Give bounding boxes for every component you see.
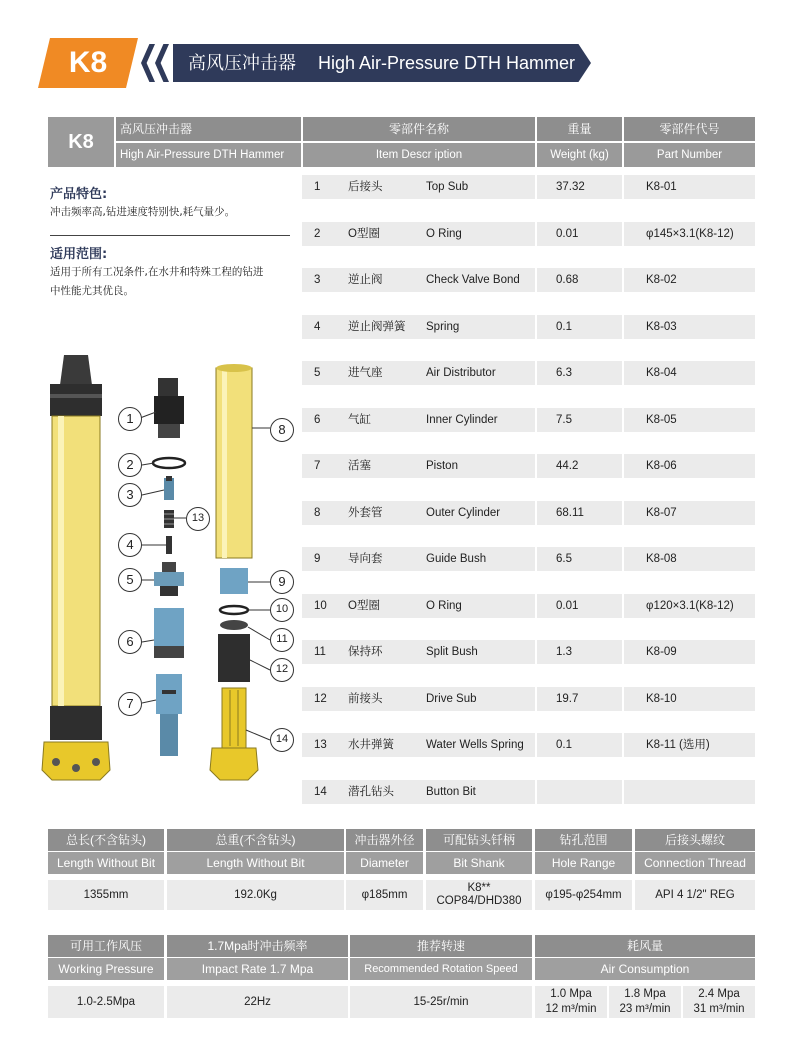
callout-2: 2: [118, 453, 142, 477]
header-desc-cn: 零部件名称: [303, 117, 535, 141]
part-number-index: 8: [314, 507, 321, 519]
spec2-header-en: Air Consumption: [535, 958, 755, 980]
part-code: K8-01: [646, 181, 677, 193]
spec1-value: 1355mm: [48, 880, 164, 910]
column-divider: [622, 361, 624, 385]
air-flow: 31 m³/min: [693, 1003, 745, 1015]
column-divider: [535, 594, 537, 618]
spec1-header-en: Length Without Bit: [48, 852, 164, 874]
part-name-cn: 保持环: [348, 646, 383, 658]
column-divider: [622, 547, 624, 571]
callout-6: 6: [118, 630, 142, 654]
air-pressure: 1.0 Mpa: [550, 988, 592, 1000]
part-name-cn: 外套管: [348, 507, 383, 519]
table-row: [302, 501, 755, 525]
column-divider: [622, 175, 624, 199]
air-consumption-cell: [683, 986, 755, 1018]
part-5-air-distributor: [154, 562, 184, 596]
chevron-icon: [155, 44, 169, 82]
air-flow: 23 m³/min: [619, 1003, 671, 1015]
part-code: K8-09: [646, 646, 677, 658]
part-name-cn: 逆止阀弹簧: [348, 321, 406, 333]
part-4-spring: [166, 536, 172, 554]
spec1-header-en: Diameter: [346, 852, 423, 874]
callout-4: 4: [118, 533, 142, 557]
part-weight: 0.01: [556, 228, 579, 240]
part-name-en: Piston: [426, 460, 458, 472]
part-name-en: Split Bush: [426, 646, 478, 658]
column-divider: [535, 175, 537, 199]
part-2-o-ring: [153, 458, 185, 468]
column-divider: [622, 408, 624, 432]
part-name-cn: 气缸: [348, 414, 371, 426]
column-divider: [535, 501, 537, 525]
part-number-index: 1: [314, 181, 321, 193]
column-divider: [535, 361, 537, 385]
air-pressure: 1.8 Mpa: [624, 988, 666, 1000]
air-pressure: 2.4 Mpa: [698, 988, 740, 1000]
part-13-spring: [164, 510, 174, 528]
part-7-piston: [156, 674, 182, 756]
column-divider: [622, 454, 624, 478]
spec1-header-en: Length Without Bit: [167, 852, 344, 874]
part-name-en: O Ring: [426, 600, 462, 612]
spec2-header-en: Recommended Rotation Speed: [350, 958, 532, 980]
spec1-header-cn: 冲击器外径: [346, 829, 423, 851]
spec1-value: 192.0Kg: [167, 880, 344, 910]
table-row: [302, 640, 755, 664]
part-name-cn: 进气座: [348, 367, 383, 379]
features-title: 产品特色:: [50, 187, 108, 202]
callout-9: 9: [270, 570, 294, 594]
column-divider: [622, 268, 624, 292]
callout-14: 14: [270, 728, 294, 752]
table-row: [302, 547, 755, 571]
column-divider: [535, 780, 537, 804]
part-weight: 37.32: [556, 181, 585, 193]
table-row: [302, 175, 755, 199]
column-divider: [535, 733, 537, 757]
table-row: [302, 687, 755, 711]
part-number-index: 10: [314, 600, 327, 612]
callout-8: 8: [270, 418, 294, 442]
part-code: K8-06: [646, 460, 677, 472]
part-name-en: Water Wells Spring: [426, 739, 524, 751]
spec1-header-cn: 总长(不含钻头): [48, 829, 164, 851]
part-number-index: 4: [314, 321, 321, 333]
part-number-index: 13: [314, 739, 327, 751]
part-weight: 68.11: [556, 507, 584, 519]
scope-text-1: 适用于所有工况条件,在水井和特殊工程的钻进: [50, 266, 264, 278]
table-row: [302, 454, 755, 478]
part-name-en: Guide Bush: [426, 553, 487, 565]
column-divider: [535, 408, 537, 432]
header-desc-en: Item Descr iption: [303, 143, 535, 167]
part-name-en: Outer Cylinder: [426, 507, 501, 519]
header-pn-cn: 零部件代号: [624, 117, 755, 141]
table-row: [302, 268, 755, 292]
part-number-index: 9: [314, 553, 321, 565]
callout-11: 11: [270, 628, 294, 652]
spec1-value: φ185mm: [346, 880, 423, 910]
hammer-exploded-illustration: [30, 350, 300, 790]
air-consumption-cell: [535, 986, 607, 1018]
part-weight: 1.3: [556, 646, 572, 658]
column-divider: [535, 687, 537, 711]
table-row: [302, 408, 755, 432]
spec1-value: API 4 1/2" REG: [635, 880, 755, 910]
part-name-cn: 前接头: [348, 693, 383, 705]
spec1-header-cn: 钻孔范围: [535, 829, 632, 851]
part-name-cn: O型圈: [348, 600, 380, 612]
spec2-header-en: Working Pressure: [48, 958, 164, 980]
part-number-index: 2: [314, 228, 321, 240]
features-text: 冲击频率高,钻进速度特别快,耗气量少。: [50, 206, 236, 218]
spec2-header-cn: 耗风量: [535, 935, 755, 957]
callout-12: 12: [270, 658, 294, 682]
callout-3: 3: [118, 483, 142, 507]
spec1-header-en: Connection Thread: [635, 852, 755, 874]
part-name-en: Button Bit: [426, 786, 476, 798]
divider: [50, 235, 290, 236]
part-code: K8-08: [646, 553, 677, 565]
part-weight: 0.68: [556, 274, 579, 286]
part-9-guide-bush: [220, 568, 248, 594]
column-divider: [622, 640, 624, 664]
table-row: [302, 733, 755, 757]
air-consumption-cell: [609, 986, 681, 1018]
part-name-en: Inner Cylinder: [426, 414, 498, 426]
part-8-outer-cylinder: [216, 364, 252, 558]
bit-shank-line-1: K8**: [467, 882, 491, 894]
column-divider: [535, 315, 537, 339]
part-code: K8-03: [646, 321, 677, 333]
part-code: K8-05: [646, 414, 677, 426]
part-name-en: Spring: [426, 321, 460, 333]
callout-1: 1: [118, 407, 142, 431]
part-6-inner-cylinder: [154, 608, 184, 658]
part-name-cn: 水井弹簧: [348, 739, 394, 751]
part-number-index: 11: [314, 646, 326, 658]
part-name-en: O Ring: [426, 228, 462, 240]
part-weight: 19.7: [556, 693, 579, 705]
spec1-value: [426, 880, 532, 910]
part-1-top-sub: [154, 378, 184, 438]
part-3-check-valve: [164, 476, 174, 500]
scope-title: 适用范围:: [50, 247, 108, 262]
page-title: [188, 44, 597, 82]
part-weight: 0.1: [556, 321, 572, 333]
header-weight-cn: 重量: [537, 117, 622, 141]
part-12-drive-sub: [218, 634, 250, 682]
scope-text-2: 中性能尤其优良。: [50, 285, 134, 297]
spec1-header-cn: 后接头螺纹: [635, 829, 755, 851]
header-name-en: High Air-Pressure DTH Hammer: [116, 143, 301, 167]
chevron-icon: [141, 44, 155, 82]
spec2-value: 22Hz: [167, 986, 348, 1018]
part-name-en: Drive Sub: [426, 693, 477, 705]
title-en: High Air-Pressure DTH Hammer: [318, 53, 576, 73]
part-name-cn: 导向套: [348, 553, 383, 565]
part-code: φ120×3.1(K8-12): [646, 600, 734, 612]
part-10-o-ring: [220, 606, 248, 614]
model-badge-text: K8: [68, 46, 108, 79]
spec2-value: 15-25r/min: [350, 986, 532, 1018]
spec1-header-en: Bit Shank: [426, 852, 532, 874]
column-divider: [622, 501, 624, 525]
part-code: K8-11 (选用): [646, 739, 710, 751]
table-row: [302, 315, 755, 339]
callout-13: 13: [186, 507, 210, 531]
part-number-index: 7: [314, 460, 321, 472]
column-divider: [535, 268, 537, 292]
callout-5: 5: [118, 568, 142, 592]
part-code: K8-10: [646, 693, 677, 705]
column-divider: [622, 687, 624, 711]
header-name-cn: 高风压冲击器: [116, 117, 301, 141]
column-divider: [622, 315, 624, 339]
column-divider: [622, 222, 624, 246]
part-11-split-bush: [220, 620, 248, 630]
air-flow: 12 m³/min: [545, 1003, 597, 1015]
part-code: K8-07: [646, 507, 677, 519]
part-name-cn: 活塞: [348, 460, 371, 472]
part-name-cn: 逆止阀: [348, 274, 383, 286]
part-code: K8-04: [646, 367, 677, 379]
part-name-en: Air Distributor: [426, 367, 496, 379]
part-number-index: 12: [314, 693, 327, 705]
part-weight: 0.1: [556, 739, 572, 751]
part-weight: 6.5: [556, 553, 572, 565]
spec1-header-cn: 可配钻头钎柄: [426, 829, 532, 851]
spec2-value: 1.0-2.5Mpa: [48, 986, 164, 1018]
spec1-header-en: Hole Range: [535, 852, 632, 874]
column-divider: [535, 547, 537, 571]
part-name-cn: O型圈: [348, 228, 380, 240]
assembled-hammer: [42, 355, 110, 780]
part-name-en: Top Sub: [426, 181, 469, 193]
header-weight-en: Weight (kg): [537, 143, 622, 167]
spec1-value: φ195-φ254mm: [535, 880, 632, 910]
column-divider: [535, 454, 537, 478]
spec2-header-cn: 1.7Mpa时冲击频率: [167, 935, 348, 957]
column-divider: [622, 780, 624, 804]
part-name-cn: 潜孔钻头: [348, 786, 394, 798]
part-weight: 7.5: [556, 414, 572, 426]
table-model-cell: K8: [48, 117, 114, 167]
column-divider: [535, 222, 537, 246]
part-code: K8-02: [646, 274, 677, 286]
callout-10: 10: [270, 598, 294, 622]
part-code: φ145×3.1(K8-12): [646, 228, 734, 240]
part-weight: 0.01: [556, 600, 579, 612]
spec2-header-cn: 推荐转速: [350, 935, 532, 957]
column-divider: [622, 733, 624, 757]
column-divider: [622, 594, 624, 618]
spec1-header-cn: 总重(不含钻头): [167, 829, 344, 851]
column-divider: [535, 640, 537, 664]
part-number-index: 14: [314, 786, 327, 798]
title-banner: [38, 38, 598, 88]
callout-7: 7: [118, 692, 142, 716]
table-row: [302, 361, 755, 385]
table-row: [302, 594, 755, 618]
spec2-header-cn: 可用工作风压: [48, 935, 164, 957]
title-cn: 高风压冲击器: [188, 53, 296, 73]
part-14-button-bit: [210, 688, 258, 780]
part-number-index: 6: [314, 414, 321, 426]
part-weight: 44.2: [556, 460, 579, 472]
table-row: [302, 780, 755, 804]
table-row: [302, 222, 755, 246]
header-pn-en: Part Number: [624, 143, 755, 167]
part-name-en: Check Valve Bond: [426, 274, 520, 286]
part-number-index: 3: [314, 274, 321, 286]
part-number-index: 5: [314, 367, 321, 379]
spec2-header-en: Impact Rate 1.7 Mpa: [167, 958, 348, 980]
part-name-cn: 后接头: [348, 181, 383, 193]
part-weight: 6.3: [556, 367, 572, 379]
bit-shank-line-2: COP84/DHD380: [436, 895, 522, 907]
